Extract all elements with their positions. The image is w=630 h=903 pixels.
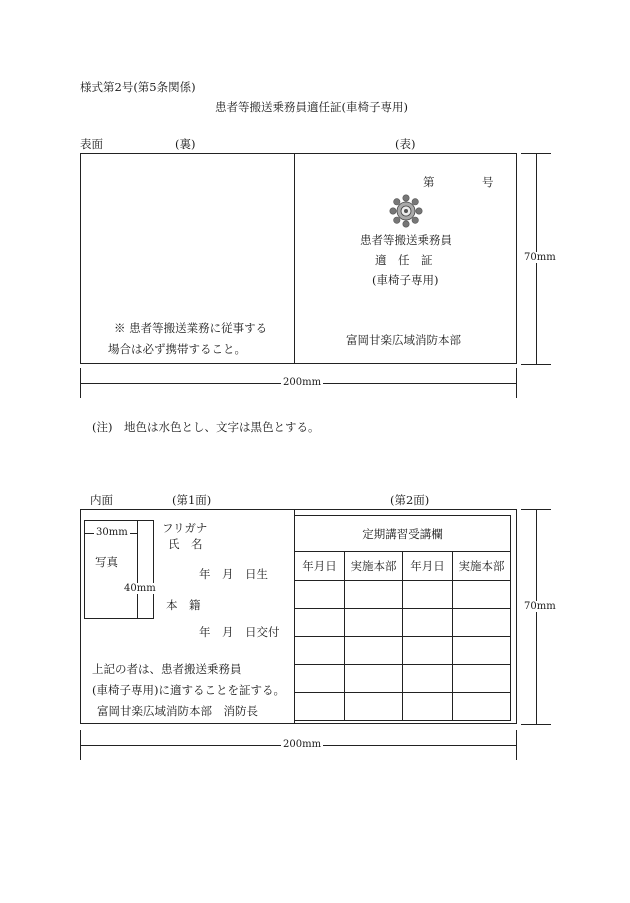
photo-height-dimension: 40mm: [124, 583, 156, 594]
issue-date-label: 年 月 日交付: [199, 625, 280, 639]
inner-section-label: 内面: [90, 493, 113, 507]
front-width-dimension: 200mm: [283, 377, 322, 388]
emblem-icon: [388, 193, 424, 229]
column-org: 実施本部: [453, 552, 511, 581]
form-number: 様式第2号(第5条関係): [80, 80, 196, 94]
column-date: 年月日: [403, 552, 453, 581]
front-card-divider: [294, 153, 295, 364]
inner-width-tick-right: [516, 730, 517, 760]
certification-line2: (車椅子専用)に適することを証する。: [92, 683, 285, 697]
table-row: [295, 609, 511, 637]
inner-width-dimension: 200mm: [283, 739, 322, 750]
card-title-line1: 患者等搬送乗務員: [360, 233, 452, 247]
certification-signer: 富岡甘楽広域消防本部 消防長: [97, 704, 258, 718]
carry-note-line2: 場合は必ず携帯すること。: [108, 342, 246, 356]
birth-date-label: 年 月 日生: [199, 567, 268, 581]
column-org: 実施本部: [345, 552, 403, 581]
color-note: (注) 地色は水色とし、文字は黒色とする。: [92, 420, 320, 434]
number-go: 号: [482, 175, 494, 189]
photo-height-line: [137, 520, 138, 619]
column-date: 年月日: [295, 552, 345, 581]
face-label: (表): [395, 137, 416, 151]
name-label: 氏 名: [168, 537, 203, 551]
certification-line1: 上記の者は、患者搬送乗務員: [92, 662, 242, 676]
table-row: [295, 665, 511, 693]
domicile-label: 本 籍: [166, 598, 201, 612]
inner-height-dimension: 70mm: [524, 601, 556, 612]
page2-label: (第2面): [390, 493, 430, 507]
front-height-dimension: 70mm: [524, 252, 556, 263]
front-issuer: 富岡甘楽広域消防本部: [346, 333, 461, 347]
front-width-tick-right: [516, 368, 517, 398]
lecture-record-table: [294, 515, 511, 721]
table-row: [295, 637, 511, 665]
table-row: [295, 693, 511, 721]
number-dai: 第: [423, 175, 435, 189]
photo-width-dimension: 30mm: [96, 527, 128, 538]
front-height-tick-bottom: [521, 364, 551, 365]
furigana-label: フリガナ: [162, 521, 208, 535]
card-title-line3: (車椅子専用): [372, 273, 439, 287]
photo-label: 写真: [95, 555, 118, 569]
inner-height-tick-bottom: [521, 724, 551, 725]
card-title-line2: 適 任 証: [375, 253, 433, 267]
back-label: (裏): [175, 137, 196, 151]
document-title: 患者等搬送乗務員適任証(車椅子専用): [215, 100, 408, 114]
inner-height-line: [536, 509, 537, 724]
table-row: [295, 581, 511, 609]
carry-note-line1: ※ 患者等搬送業務に従事する: [114, 321, 268, 335]
lecture-table-title: 定期講習受講欄: [295, 516, 511, 552]
front-section-label: 表面: [80, 137, 103, 151]
page1-label: (第1面): [172, 493, 212, 507]
